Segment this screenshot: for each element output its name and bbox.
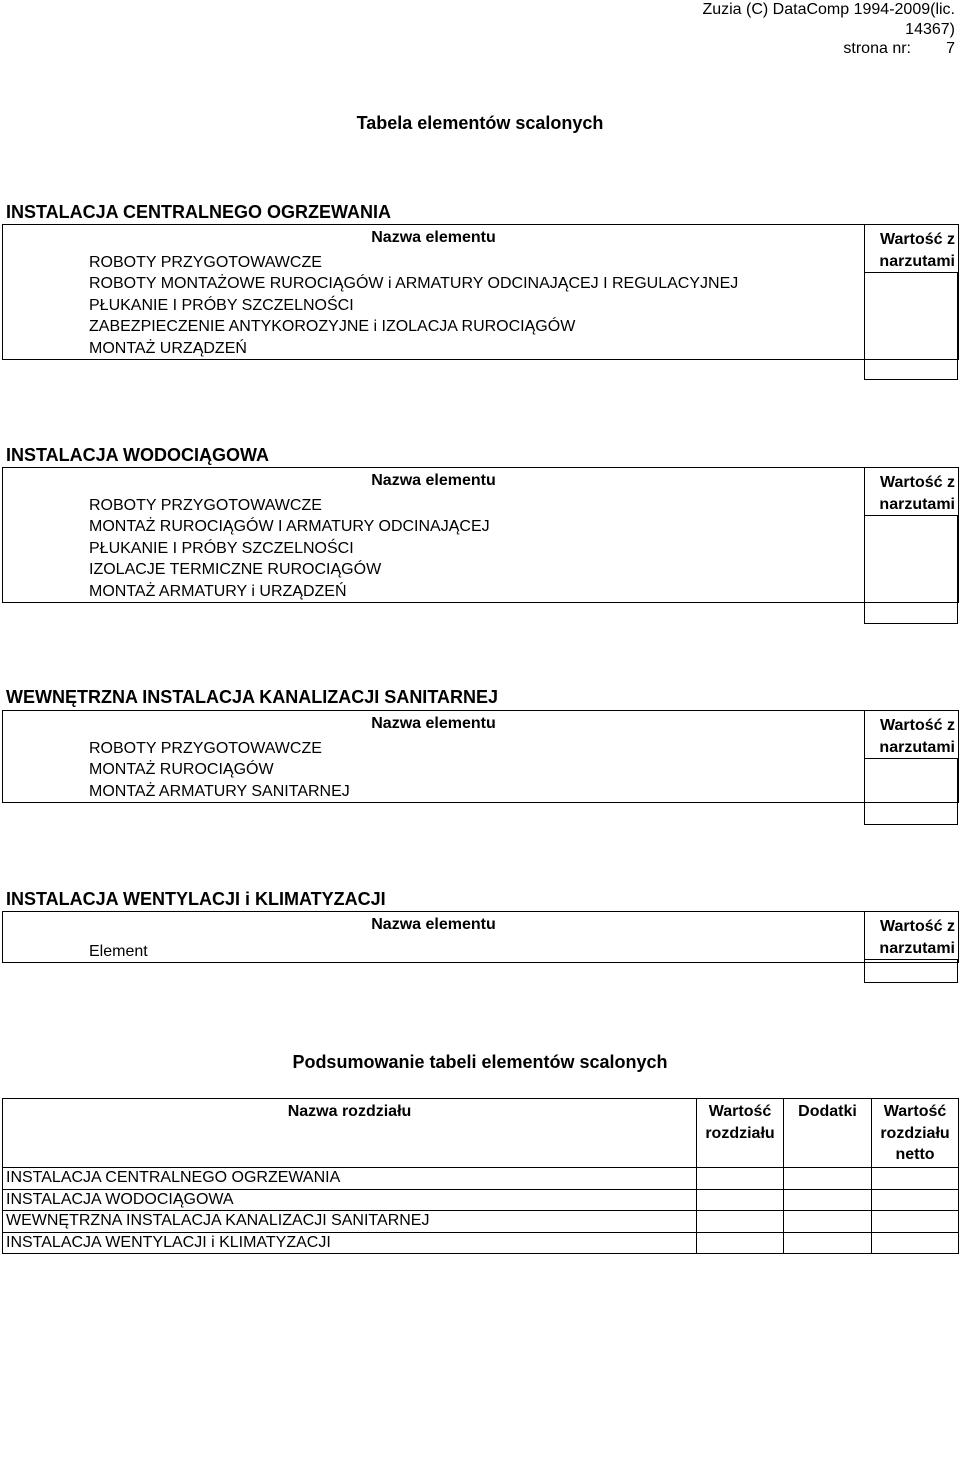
column-header-value: Wartość z narzutami	[865, 711, 959, 803]
summary-cell	[872, 1168, 959, 1190]
table-row	[3, 1211, 959, 1233]
software-license-line2: 14367)	[905, 20, 955, 38]
summary-cell	[697, 1168, 784, 1190]
summary-chapter-name: INSTALACJA WENTYLACJI i KLIMATYZACJI	[3, 1232, 697, 1254]
section-title-ventilation: INSTALACJA WENTYLACJI i KLIMATYZACJI	[6, 889, 386, 909]
summary-cell	[784, 1168, 872, 1190]
summary-header-chapter-value: Wartość rozdziału	[697, 1099, 784, 1168]
section-title-water-supply: INSTALACJA WODOCIĄGOWA	[6, 445, 269, 465]
summary-header-chapter-name: Nazwa rozdziału	[3, 1099, 697, 1168]
list-item: IZOLACJE TERMICZNE RUROCIĄGÓW	[89, 561, 382, 578]
value-cell	[864, 959, 958, 983]
table-row	[3, 1168, 959, 1190]
summary-chapter-name: INSTALACJA WODOCIĄGOWA	[3, 1189, 697, 1211]
column-header-value: Wartość z narzutami	[865, 225, 959, 360]
summary-cell	[872, 1232, 959, 1254]
summary-chapter-name: WEWNĘTRZNA INSTALACJA KANALIZACJI SANITARNEJ	[3, 1211, 697, 1233]
list-item: PŁUKANIE I PRÓBY SZCZELNOŚCI	[89, 296, 354, 314]
element-list	[3, 494, 865, 603]
value-cell	[864, 272, 958, 380]
column-header-element-name: Nazwa elementu	[3, 468, 865, 494]
page-number-label: strona nr:	[843, 40, 911, 57]
elements-table-central-heating	[2, 224, 959, 360]
summary-title: Podsumowanie tabeli elementów scalonych	[292, 1052, 668, 1072]
value-cell	[864, 515, 958, 624]
summary-cell	[784, 1232, 872, 1254]
table-row	[3, 1189, 959, 1211]
summary-cell	[697, 1232, 784, 1254]
page-header	[665, 0, 955, 59]
software-license-line1: Zuzia (C) DataComp 1994-2009(lic.	[702, 1, 955, 18]
element-list	[3, 938, 865, 963]
elements-table-sewage	[2, 710, 959, 803]
list-item: PŁUKANIE I PRÓBY SZCZELNOŚCI	[89, 539, 354, 557]
list-item: ROBOTY PRZYGOTOWAWCZE	[89, 739, 322, 757]
elements-table-ventilation	[2, 911, 959, 963]
section-title-central-heating: INSTALACJA CENTRALNEGO OGRZEWANIA	[6, 202, 391, 222]
page-number-line	[665, 39, 955, 59]
page-number: 7	[946, 40, 955, 57]
document-title: Tabela elementów scalonych	[356, 113, 604, 133]
list-item: ZABEZPIECZENIE ANTYKOROZYJNE i IZOLACJA RUROCIĄGÓW	[89, 318, 576, 335]
list-item: Element	[89, 942, 148, 960]
column-header-element-name: Nazwa elementu	[3, 912, 865, 938]
section-title-sewage: WEWNĘTRZNA INSTALACJA KANALIZACJI SANITARNEJ	[6, 687, 498, 707]
summary-cell	[697, 1211, 784, 1233]
summary-cell	[872, 1189, 959, 1211]
summary-cell	[697, 1189, 784, 1211]
element-list	[3, 737, 865, 803]
list-item: MONTAŻ ARMATURY SANITARNEJ	[89, 782, 350, 800]
elements-table-water-supply	[2, 467, 959, 603]
summary-cell	[784, 1189, 872, 1211]
list-item: ROBOTY PRZYGOTOWAWCZE	[89, 253, 322, 271]
summary-cell	[872, 1211, 959, 1233]
column-header-value: Wartość z narzutami	[865, 912, 959, 963]
list-item: MONTAŻ ARMATURY i URZĄDZEŃ	[89, 582, 347, 600]
summary-table	[2, 1098, 959, 1254]
table-row	[3, 1232, 959, 1254]
list-item: MONTAŻ URZĄDZEŃ	[89, 339, 247, 357]
element-list	[3, 251, 865, 360]
list-item: ROBOTY MONTAŻOWE RUROCIĄGÓW i ARMATURY ODCINAJĄCEJ I REGULACYJNEJ	[89, 275, 739, 292]
column-header-element-name: Nazwa elementu	[3, 225, 865, 251]
column-header-value: Wartość z narzutami	[865, 468, 959, 603]
summary-chapter-name: INSTALACJA CENTRALNEGO OGRZEWANIA	[3, 1168, 697, 1190]
summary-header-net-value: Wartość rozdziału netto	[872, 1099, 959, 1168]
list-item: ROBOTY PRZYGOTOWAWCZE	[89, 496, 322, 514]
list-item: MONTAŻ RUROCIĄGÓW	[89, 761, 274, 778]
value-cell	[864, 758, 958, 825]
summary-cell	[784, 1211, 872, 1233]
list-item: MONTAŻ RUROCIĄGÓW I ARMATURY ODCINAJĄCEJ	[89, 518, 490, 535]
summary-header-additions: Dodatki	[784, 1099, 872, 1168]
column-header-element-name: Nazwa elementu	[3, 711, 865, 737]
